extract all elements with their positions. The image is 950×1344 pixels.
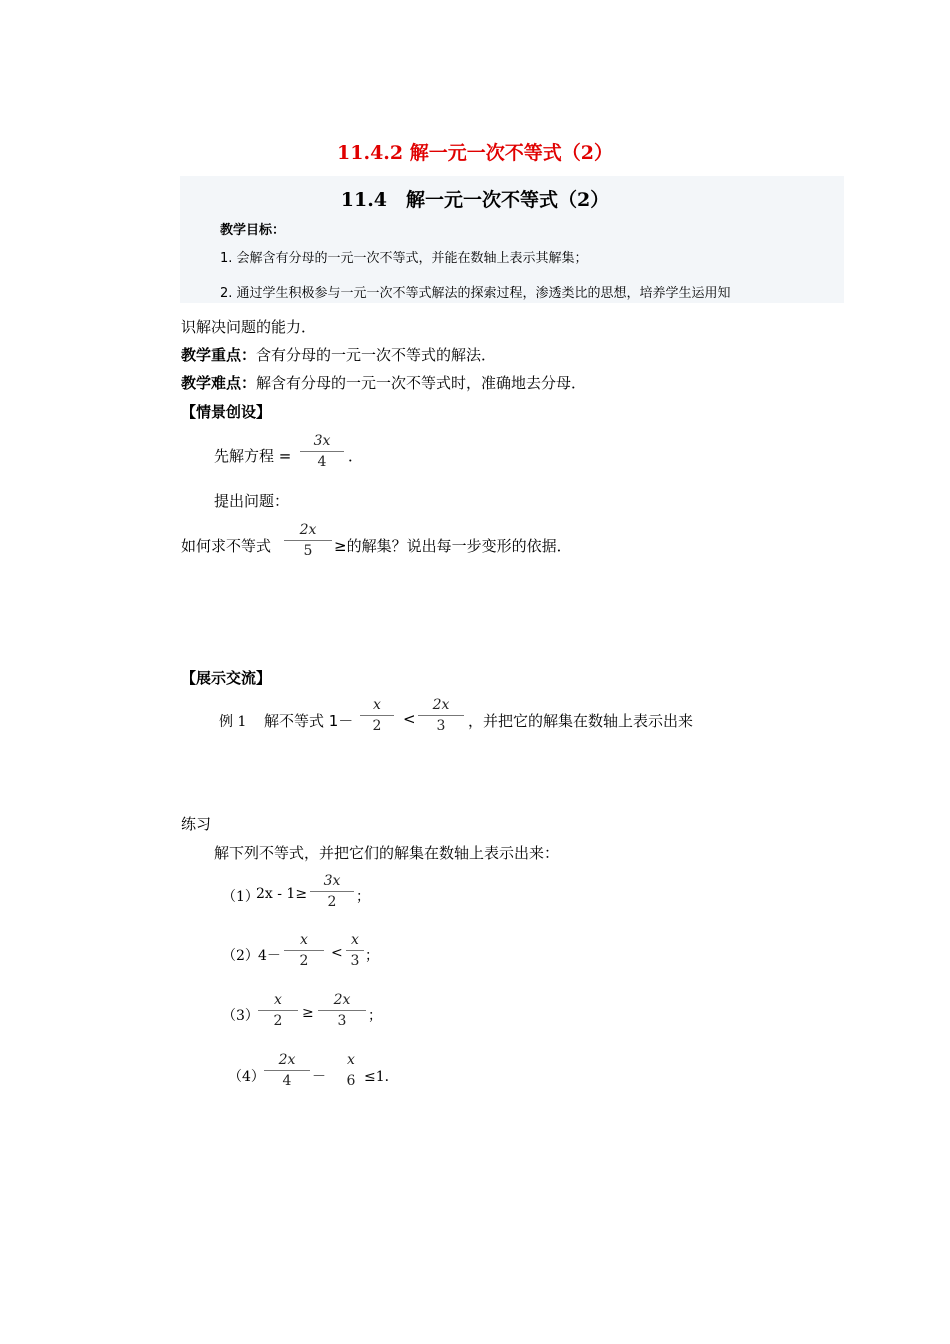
practice-4-label: （4） (228, 1069, 265, 1085)
practice-1-label: （1） (222, 889, 259, 905)
fraction-numerator: 2x (278, 1052, 296, 1068)
fraction-numerator: x (274, 992, 282, 1008)
fraction-bar (360, 715, 394, 716)
fraction-denominator: 4 (282, 1073, 292, 1089)
fraction-bar (310, 891, 354, 892)
practice-3-op: ≥ (302, 1005, 314, 1021)
fraction-numerator: x (347, 1052, 355, 1068)
fraction-bar (264, 1070, 310, 1071)
example-less-than: < (403, 710, 416, 728)
practice-4-fraction-1 (264, 1052, 310, 1089)
fraction-numerator: x (351, 932, 359, 948)
practice-2-label: （2） (222, 948, 259, 964)
objective-item-2: 2. 通过学生积极参与一元一次不等式解法的探索过程，渗透类比的思想，培养学生运用知 (220, 286, 731, 301)
key-point-line (181, 344, 496, 365)
fraction-denominator: 5 (303, 543, 313, 559)
difficulty-label: 教学难点： (181, 374, 257, 392)
fraction-denominator: 3 (436, 718, 446, 734)
practice-2-end: ； (365, 948, 379, 964)
question-label: 提出问题： (214, 492, 290, 510)
practice-2-fraction-1 (284, 932, 324, 969)
fraction-denominator: 2 (327, 894, 337, 910)
fraction-numerator: 2x (299, 522, 317, 538)
practice-1-left: 2x - 1≥ (256, 886, 308, 902)
fraction-3x-over-4 (300, 433, 344, 470)
fraction-numerator: 2x (432, 697, 450, 713)
fraction-x-over-2 (360, 697, 394, 734)
fraction-denominator: 4 (317, 454, 327, 470)
practice-instruction: 解下列不等式，并把它们的解集在数轴上表示出来： (214, 844, 560, 862)
fraction-bar (258, 1010, 298, 1011)
fraction-bar (300, 451, 344, 452)
fraction-2x-over-5 (284, 522, 332, 559)
fraction-numerator: 3x (313, 433, 331, 449)
fraction-denominator: 2 (299, 953, 309, 969)
practice-1-fraction (310, 873, 354, 910)
scenario-heading: 【情景创设】 (181, 403, 272, 421)
fraction-denominator: 2 (273, 1013, 283, 1029)
fraction-bar (346, 950, 364, 951)
fraction-bar (340, 1070, 362, 1071)
fraction-bar (284, 540, 332, 541)
section-subtitle: 11.4 解一元一次不等式（2） (340, 189, 610, 211)
fraction-numerator: 3x (323, 873, 341, 889)
fraction-bar (318, 1010, 366, 1011)
key-point-label: 教学重点： (181, 346, 257, 364)
objective-item-2-continued: 识解决问题的能力． (181, 318, 317, 336)
fraction-bar (418, 715, 464, 716)
example-label: 例 1 (219, 714, 247, 730)
fraction-numerator: 2x (333, 992, 351, 1008)
objectives-heading: 教学目标： (220, 223, 286, 238)
difficulty-text: 解含有分母的一元一次不等式时，准确地去分母． (256, 374, 587, 392)
fraction-denominator: 6 (346, 1073, 356, 1089)
key-point-text: 含有分母的一元一次不等式的解法． (256, 346, 497, 364)
practice-3-label: （3） (222, 1008, 259, 1024)
objective-item-1: 1. 会解含有分母的一元一次不等式，并能在数轴上表示其解集； (220, 251, 588, 266)
question-suffix: ≥的解集？说出每一步变形的依据． (334, 537, 572, 555)
practice-1-end: ； (356, 889, 370, 905)
fraction-bar (284, 950, 324, 951)
practice-3-fraction-1 (258, 992, 298, 1029)
practice-3-end: ； (368, 1008, 382, 1024)
page-title: 11.4.2 解一元一次不等式（2） (337, 142, 613, 164)
practice-4-fraction-2 (340, 1052, 362, 1089)
fraction-denominator: 3 (350, 953, 360, 969)
question-prefix: 如何求不等式 (181, 537, 272, 555)
practice-3-fraction-2 (318, 992, 366, 1029)
practice-2-fraction-2 (346, 932, 364, 969)
fraction-2x-over-3 (418, 697, 464, 734)
difficulty-line (181, 372, 586, 393)
example-prefix: 解不等式 1－ (264, 712, 354, 730)
practice-2-left: 4－ (258, 948, 281, 964)
exchange-heading: 【展示交流】 (181, 669, 272, 687)
fraction-denominator: 3 (337, 1013, 347, 1029)
fraction-numerator: x (300, 932, 308, 948)
practice-4-end: ≤1． (364, 1069, 399, 1085)
fraction-denominator: 2 (372, 718, 382, 734)
practice-4-op: － (312, 1069, 326, 1085)
practice-2-op: < (331, 945, 343, 961)
scenario-equation-prefix: 先解方程 = (214, 447, 292, 465)
example-suffix: ，并把它的解集在数轴上表示出来 (468, 712, 694, 730)
scenario-equation-suffix: ． (348, 447, 364, 465)
practice-heading: 练习 (181, 815, 212, 833)
fraction-numerator: x (373, 697, 381, 713)
